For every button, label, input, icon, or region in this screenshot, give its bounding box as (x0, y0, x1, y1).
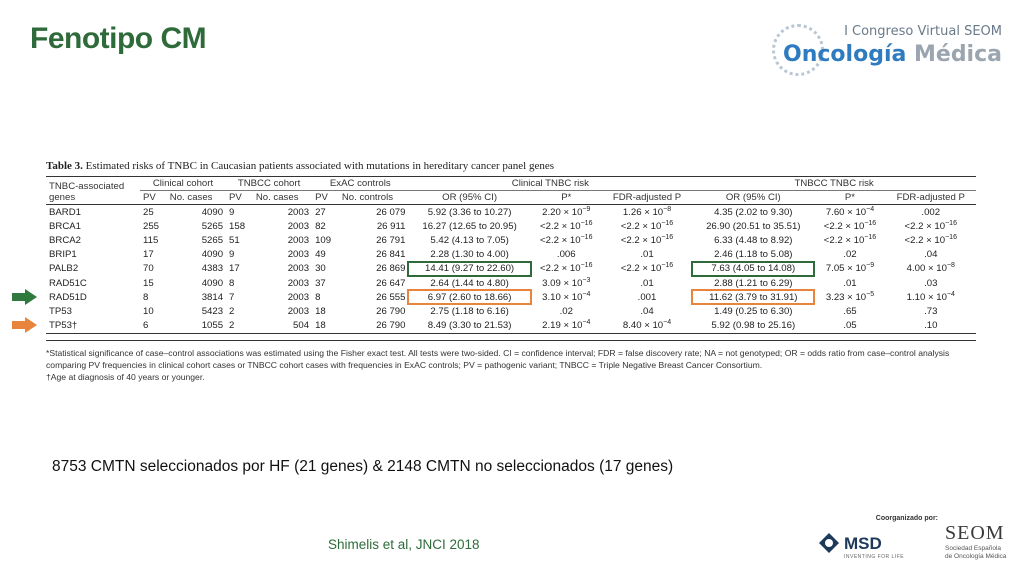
organized-by-label: Coorganizado por: (875, 515, 938, 522)
table-row (46, 205, 976, 220)
table-row (46, 276, 976, 290)
table-cell: $3.23 \times 10^{-5}$ (825, 290, 875, 303)
group-tnbcc-risk: TNBCC TNBC risk (692, 177, 976, 191)
table-cell: $4.00 \times 10^{-8}$ (906, 262, 955, 275)
seom-sub2: de Oncología Médica (945, 552, 1007, 560)
table-cell: 30 (315, 263, 326, 275)
risk-table-figure (46, 160, 976, 383)
seom-sub1: Sociedad Española (945, 545, 1002, 552)
table-cell: 158 (229, 220, 246, 232)
table-cell: 2.64 (1.44 to 4.80) (430, 277, 509, 289)
table-cell: 49 (315, 249, 326, 261)
table-cell: 4090 (201, 249, 224, 261)
logo-word1: Oncología (783, 42, 907, 67)
table-cell: 26 869 (376, 263, 406, 275)
table-cell: $1.26 \times 10^{-8}$ (622, 205, 672, 218)
group-clinical-cohort: Clinical cohort (140, 177, 226, 191)
table-cell: 2 (229, 320, 235, 332)
table-cell: 6 (143, 320, 149, 332)
table-cell: 2003 (287, 291, 310, 303)
table-cell: 25 (143, 206, 154, 218)
table-cell: 51 (229, 234, 240, 246)
table-row (46, 290, 976, 304)
table-cell: 2003 (287, 249, 310, 261)
table-cell: .01 (640, 277, 654, 289)
table-row (46, 248, 976, 262)
col-header: OR (95% CI) (442, 192, 498, 203)
table-cell: BRCA1 (49, 220, 81, 232)
table-cell: 4383 (201, 263, 224, 275)
col-header: No. controls (341, 192, 394, 203)
table-cell: 1.49 (0.25 to 6.30) (714, 305, 793, 317)
table-cell: 115 (143, 234, 159, 246)
table-cell: 15 (143, 277, 154, 289)
table-cell: 2.28 (1.30 to 4.00) (430, 249, 509, 261)
table-cell: 26.90 (20.51 to 35.51) (706, 220, 801, 232)
table-cell: 9 (229, 206, 235, 218)
table-cell: 255 (143, 220, 160, 232)
table-cell: 27 (315, 206, 326, 218)
table-cell: $7.60 \times 10^{-4}$ (825, 205, 875, 218)
table-cell: $<2.2 \times 10^{-16}$ (620, 219, 674, 232)
msd-logo (818, 528, 918, 568)
citation: Shimelis et al, JNCI 2018 (328, 537, 480, 552)
col-header: P* (561, 192, 572, 203)
table-cell: .02 (559, 305, 573, 317)
msd-name: MSD (844, 534, 882, 553)
table-cell: 109 (315, 234, 332, 246)
table-cell: 1055 (201, 320, 224, 332)
table-row (46, 319, 976, 334)
col-header: No. cases (169, 192, 213, 203)
table-row (46, 304, 976, 318)
table-cell: 7.63 (4.05 to 14.08) (692, 262, 814, 276)
table-cell: 11.62 (3.79 to 31.91) (692, 290, 814, 304)
table-cell: 8 (143, 291, 149, 303)
table-cell: 7 (229, 291, 235, 303)
table-cell: $<2.2 \times 10^{-16}$ (904, 219, 957, 232)
col-header: FDR-adjusted P (612, 192, 682, 203)
table-cell: $<2.2 \times 10^{-16}$ (540, 262, 593, 275)
table-cell: $1.10 \times 10^{-4}$ (906, 290, 955, 303)
table-cell: .73 (924, 305, 938, 317)
table-cell: 2.75 (1.18 to 6.16) (430, 305, 509, 317)
logo-line1: I Congreso Virtual SEOM (844, 24, 1002, 39)
table-cell: 82 (315, 220, 326, 232)
table-cell: TP53 (49, 305, 72, 317)
group-clinical-risk: Clinical TNBC risk (408, 177, 692, 191)
table-cell: $3.10 \times 10^{-4}$ (542, 290, 591, 303)
col-header: FDR-adjusted P (896, 192, 965, 203)
table-cell: $<2.2 \times 10^{-16}$ (540, 219, 593, 232)
table-cell: BRIP1 (49, 249, 77, 261)
table-cell: RAD51C (49, 277, 87, 289)
group-tnbcc-cohort: TNBCC cohort (226, 177, 312, 191)
logo-word2: Médica (914, 42, 1002, 67)
col-gene: TNBC-associated genes (49, 181, 125, 203)
table-cell: 26 841 (376, 249, 406, 261)
table-cell: 5265 (201, 234, 224, 246)
table-caption-text: Estimated risks of TNBC in Caucasian patients associated with mutations in hereditary cancer panel genes (85, 160, 555, 172)
table-cell: 2003 (287, 206, 310, 218)
table-cell: 8 (315, 291, 321, 303)
orange-arrow-icon (12, 318, 38, 332)
table-cell: 70 (143, 263, 154, 275)
table-cell: 26 555 (376, 291, 406, 303)
table-cell: 4090 (201, 206, 224, 218)
table-cell: 6.97 (2.60 to 18.66) (408, 290, 530, 304)
table-caption (46, 160, 976, 172)
table-cell: .001 (637, 291, 657, 303)
table-row (46, 219, 976, 233)
seom-name: SEOM (945, 522, 1005, 544)
table-body (46, 205, 976, 334)
col-header: PV (315, 192, 328, 203)
table-cell: .006 (556, 249, 576, 261)
table-cell: $3.09 \times 10^{-3}$ (542, 276, 591, 289)
table-cell: 26 079 (376, 206, 406, 218)
logo-line2 (783, 42, 1002, 67)
table-cell: 26 790 (376, 320, 406, 332)
table-row (46, 233, 976, 247)
table-cell: 26 790 (376, 305, 406, 317)
table-cell: 17 (229, 263, 240, 275)
col-header: PV (229, 192, 242, 203)
table-cell: 8 (229, 277, 235, 289)
table-footnotes (46, 340, 976, 383)
table-cell: $8.40 \times 10^{-4}$ (622, 318, 672, 332)
table-cell: $<2.2 \times 10^{-16}$ (904, 233, 957, 246)
table-cell: 8.49 (3.30 to 21.53) (427, 320, 512, 332)
table-cell: 5423 (201, 305, 224, 317)
table-cell: 10 (143, 305, 154, 317)
table-cell: 14.41 (9.27 to 22.60) (408, 262, 530, 276)
table-cell: BARD1 (49, 206, 81, 218)
table-cell: $<2.2 \times 10^{-16}$ (540, 233, 593, 246)
table-cell: $2.20 \times 10^{-9}$ (542, 205, 591, 218)
table-cell: $<2.2 \times 10^{-16}$ (620, 233, 674, 246)
table-cell: 2.46 (1.18 to 5.08) (714, 249, 793, 261)
seom-logo (945, 522, 1017, 570)
table-cell: 6.33 (4.48 to 8.92) (714, 234, 793, 246)
table-cell: 2003 (287, 277, 310, 289)
cohort-summary: 8753 CMTN seleccionados por HF (21 genes) & 2148 CMTN no seleccionados (17 genes) (52, 458, 674, 475)
table-cell: $<2.2 \times 10^{-16}$ (620, 262, 674, 275)
risk-table (46, 176, 976, 334)
table-cell: 2003 (287, 234, 310, 246)
table-cell: BRCA2 (49, 234, 81, 246)
table-cell: RAD51D (49, 291, 87, 303)
col-header: OR (95% CI) (725, 192, 781, 203)
table-cell: 2003 (287, 220, 310, 232)
footnote-1: *Statistical significance of case–control associations was estimated using the Fisher exact test. All tests were two-sided. CI = confidence interval; FDR = false discovery rate; NA = not genotyped; OR = odds ratio from case–control analysis comparing PV frequencies in clinical cohort cases or TNBCC cohort cases with frequencies in ExAC controls; PV = pathogenic variant; TNBCC = Triple Negative Breast Cancer Consortium. (46, 347, 950, 370)
table-cell: .65 (843, 305, 857, 317)
table-cell: .03 (924, 277, 938, 289)
table-cell: 26 911 (376, 220, 406, 232)
table-cell: .02 (843, 249, 857, 261)
msd-mark-icon (818, 532, 840, 554)
table-cell: 2.88 (1.21 to 6.29) (714, 277, 793, 289)
green-arrow-icon (12, 290, 38, 304)
table-row (46, 262, 976, 276)
table-cell: 3814 (201, 291, 224, 303)
table-cell: 16.27 (12.65 to 20.95) (422, 220, 517, 232)
table-cell: 2003 (287, 263, 310, 275)
table-cell: .04 (640, 305, 654, 317)
table-cell: .05 (843, 320, 857, 332)
col-header: P* (844, 192, 856, 203)
msd-tagline: INVENTING FOR LIFE (844, 554, 905, 560)
table-cell: 4.35 (2.02 to 9.30) (714, 206, 793, 218)
table-cell: 37 (315, 277, 326, 289)
table-cell: 2 (229, 305, 235, 317)
col-header: PV (143, 192, 156, 203)
table-cell: 18 (315, 305, 326, 317)
page-title: Fenotipo CM (30, 22, 207, 55)
table-cell: 5.92 (3.36 to 10.27) (427, 206, 512, 218)
footnote-2: †Age at diagnosis of 40 years or younger. (46, 371, 205, 382)
table-cell: .10 (924, 320, 938, 332)
table-cell: $7.05 \times 10^{-9}$ (825, 262, 875, 275)
table-cell: .01 (843, 277, 857, 289)
table-cell: .002 (921, 206, 941, 218)
table-cell: 4090 (201, 277, 224, 289)
table-cell: 2003 (287, 305, 310, 317)
congress-logo (772, 22, 1002, 82)
table-cell: 5.42 (4.13 to 7.05) (430, 234, 509, 246)
table-cell: $<2.2 \times 10^{-16}$ (823, 233, 877, 246)
table-cell: $<2.2 \times 10^{-16}$ (823, 219, 877, 232)
table-cell: .04 (924, 249, 938, 261)
table-cell: 5.92 (0.98 to 25.16) (711, 320, 796, 332)
table-cell: 18 (315, 320, 326, 332)
group-exac-controls: ExAC controls (312, 177, 408, 191)
table-cell: 504 (293, 320, 310, 332)
table-cell: 5265 (201, 220, 224, 232)
table-cell: $2.19 \times 10^{-4}$ (542, 318, 591, 332)
table-caption-label: Table 3. (46, 160, 83, 172)
table-cell: .01 (640, 249, 654, 261)
col-header: No. cases (255, 192, 299, 203)
table-cell: 17 (143, 249, 154, 261)
table-cell: TP53† (49, 320, 78, 332)
table-cell: 26 791 (376, 234, 406, 246)
table-cell: 26 647 (376, 277, 406, 289)
table-cell: PALB2 (49, 263, 79, 275)
table-cell: 9 (229, 249, 235, 261)
